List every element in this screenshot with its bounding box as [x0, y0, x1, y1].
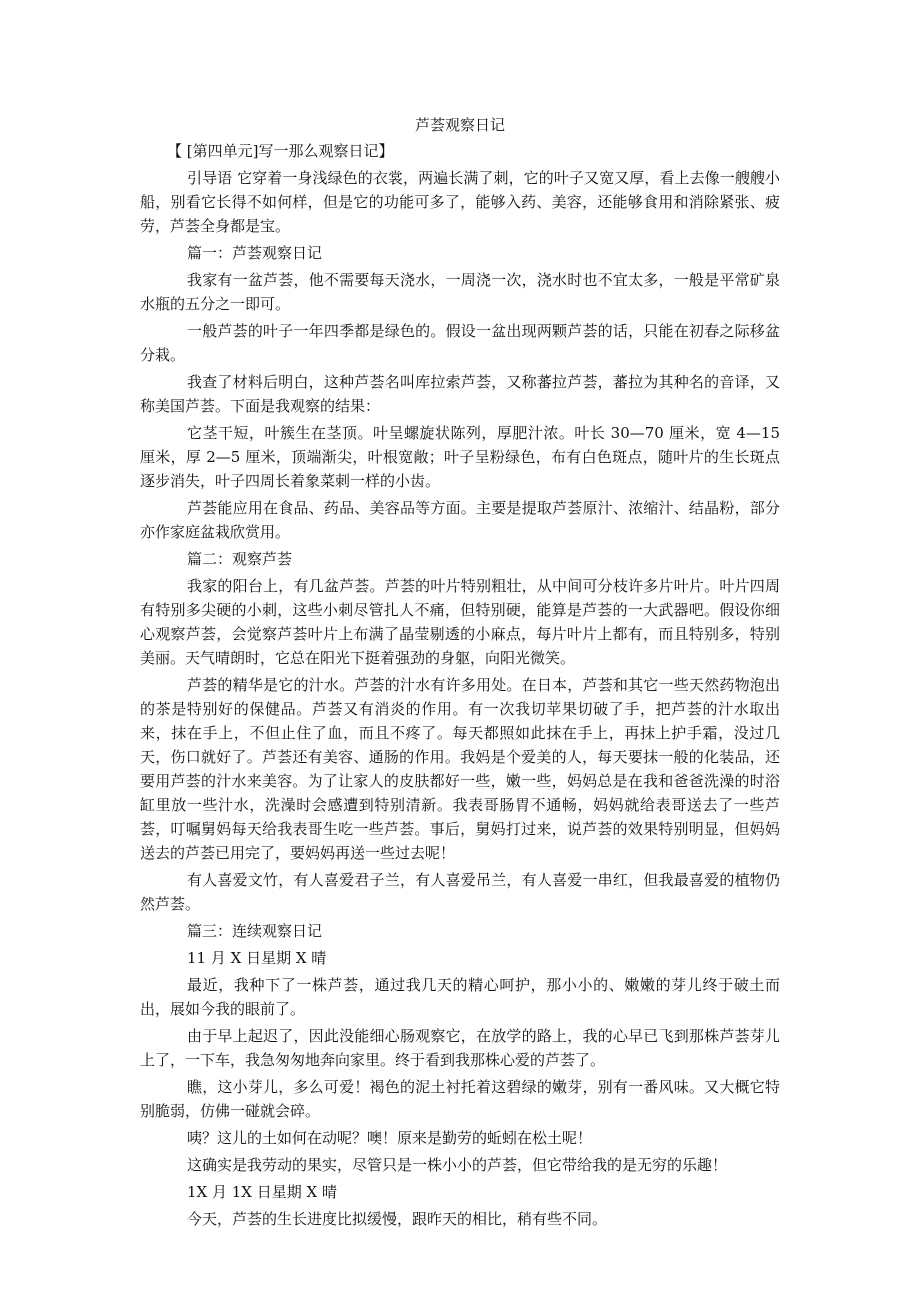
document-title: 芦荟观察日记: [414, 116, 505, 134]
paragraph: 我查了材料后明白，这种芦荟名叫库拉索芦荟，又称蕃拉芦荟，蕃拉为其种名的音译，又称美国芦荟。下面是我观察的结果：: [140, 373, 780, 415]
paragraph: 今天，芦荟的生长进度比拟缓慢，跟昨天的相比，稍有些不同。: [187, 1210, 608, 1228]
diary-date-1: 11 月 X 日星期 X 晴: [187, 949, 327, 967]
unit-heading: 【 [第四单元]写一那么观察日记】: [167, 142, 394, 160]
paragraph: 有人喜爱文竹，有人喜爱君子兰，有人喜爱吊兰，有人喜爱一串红，但我最喜爱的植物仍然芦荟。: [140, 871, 780, 913]
section-heading-3: 篇三：连续观察日记: [187, 922, 323, 940]
paragraph: 最近，我种下了一株芦荟，通过我几天的精心呵护，那小小的、嫩嫩的芽儿终于破土而出，展如今我的眼前了。: [140, 976, 780, 1018]
paragraph: 由于早上起迟了，因此没能细心肠观察它，在放学的路上，我的心早已飞到那株芦荟芽儿上了，一下车，我急匆匆地奔向家里。终于看到我那株心爱的芦荟了。: [140, 1027, 780, 1069]
paragraph-intro: 引导语 它穿着一身浅绿色的衣裳，两遍长满了刺，它的叶子又宽又厚，看上去像一艘艘小船，别看它长得不如何样，但是它的功能可多了，能够入药、美容，还能够食用和消除紧张、疲劳，芦荟全身都是宝。: [140, 169, 780, 235]
paragraph: 一般芦荟的叶子一年四季都是绿色的。假设一盆出现两颗芦荟的话，只能在初春之际移盆分栽。: [140, 322, 780, 364]
paragraph: 它茎干短，叶簇生在茎顶。叶呈螺旋状陈列，厚肥汁浓。叶长 30—70 厘米，宽 4—15 厘米，厚 2—5 厘米，顶端渐尖，叶根宽敞；叶子呈粉绿色，布有白色斑点，随叶片的生长斑点逐步消失，叶子四周长着象菜刺一样的小齿。: [140, 424, 780, 490]
paragraph: 我家的阳台上，有几盆芦荟。芦荟的叶片特别粗壮，从中间可分枝许多片叶片。叶片四周有特别多尖硬的小刺，这些小刺尽管扎人不痛，但特别硬，能算是芦荟的一大武器吧。假设你细心观察芦荟，会觉察芦荟叶片上布满了晶莹剔透的小麻点，每片叶片上都有，而且特别多，特别美丽。天气晴朗时，它总在阳光下挺着强劲的身躯，向阳光微笑。: [140, 577, 780, 667]
document-page: [140, 112, 780, 1234]
paragraph: 瞧，这小芽儿，多么可爱！褐色的泥土衬托着这碧绿的嫩芽，别有一番风味。又大概它特别脆弱，仿佛一碰就会碎。: [140, 1078, 780, 1120]
diary-date-2: 1X 月 1X 日星期 X 晴: [187, 1183, 337, 1201]
paragraph: 这确实是我劳动的果实，尽管只是一株小小的芦荟，但它带给我的是无穷的乐趣！: [187, 1156, 728, 1174]
paragraph: 芦荟能应用在食品、药品、美容品等方面。主要是提取芦荟原汁、浓缩汁、结晶粉，部分亦作家庭盆栽欣赏用。: [140, 499, 780, 541]
paragraph: 咦？这儿的土如何在动呢？噢！原来是勤劳的蚯蚓在松土呢！: [187, 1129, 593, 1147]
section-heading-1: 篇一：芦荟观察日记: [187, 244, 323, 262]
section-heading-2: 篇二：观察芦荟: [187, 550, 293, 568]
paragraph: 我家有一盆芦荟，他不需要每天浇水，一周浇一次，浇水时也不宜太多，一般是平常矿泉水瓶的五分之一即可。: [140, 271, 780, 313]
paragraph: 芦荟的精华是它的汁水。芦荟的汁水有许多用处。在日本，芦荟和其它一些天然药物泡出的茶是特别好的保健品。芦荟又有消炎的作用。有一次我切苹果切破了手，把芦荟的汁水取出来，抹在手上，不但止住了血，而且不疼了。每天都照如此抹在手上，再抹上护手霜，没过几天，伤口就好了。芦荟还有美容、通肠的作用。我妈是个爱美的人，每天要抹一般的化装品，还要用芦荟的汁水来美容。为了让家人的皮肤都好一些，嫩一些，妈妈总是在我和爸爸洗澡的时浴缸里放一些汁水，洗澡时会感遭到特别清新。我表哥肠胃不通畅，妈妈就给表哥送去了一些芦荟，叮嘱舅妈每天给我表哥生吃一些芦荟。事后，舅妈打过来，说芦荟的效果特别明显，但妈妈送去的芦荟已用完了，要妈妈再送一些过去呢！: [140, 676, 780, 862]
